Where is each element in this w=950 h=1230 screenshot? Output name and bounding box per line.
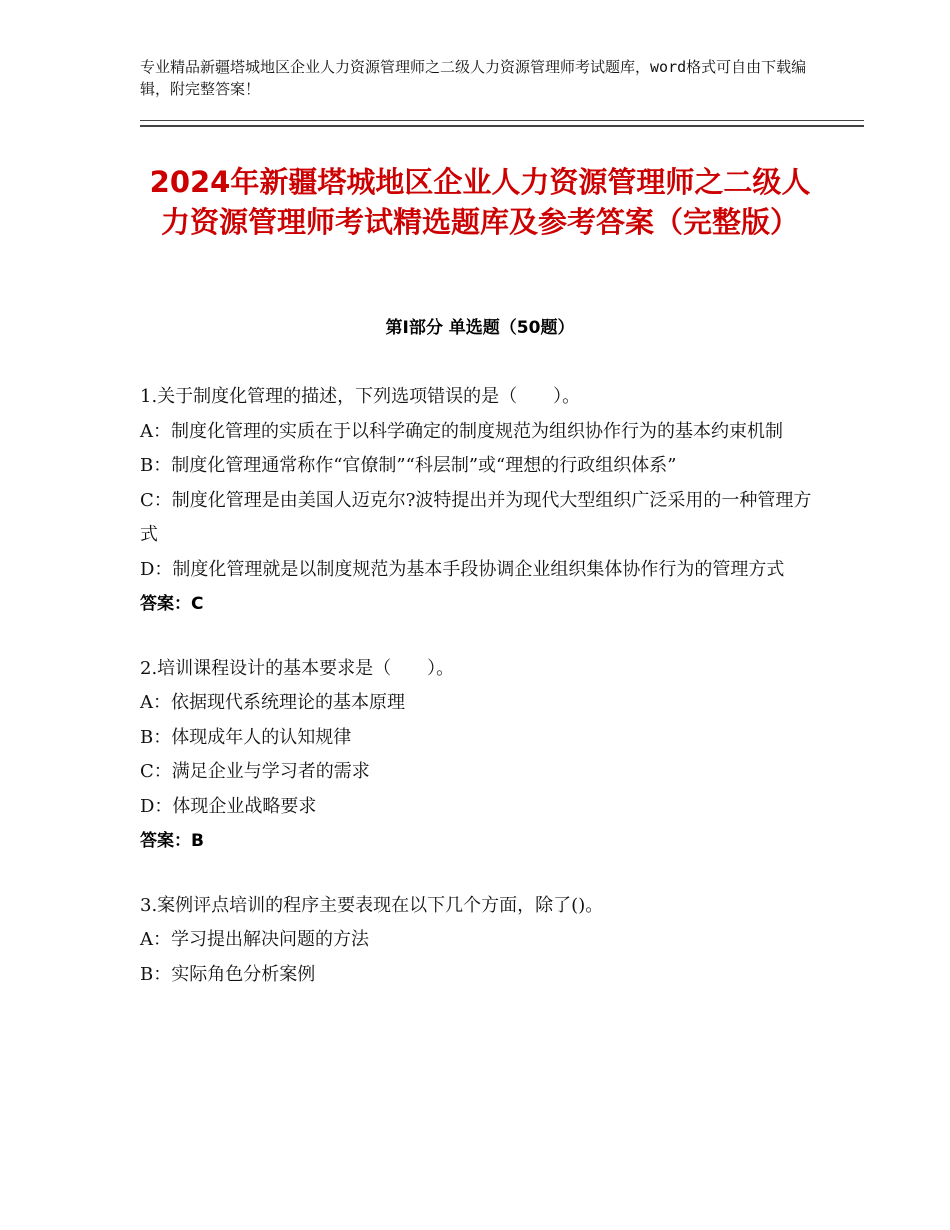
option-b: B：实际角色分析案例 <box>140 963 316 985</box>
question-stem: 2.培训课程设计的基本要求是（ ）。 <box>140 657 455 679</box>
document-title: 2024年新疆塔城地区企业人力资源管理师之二级人力资源管理师考试精选题库及参考答案（完整版） <box>149 165 811 239</box>
option-b: B：体现成年人的认知规律 <box>140 726 352 748</box>
option-a: A：制度化管理的实质在于以科学确定的制度规范为组织协作行为的基本约束机制 <box>140 420 783 442</box>
answer-label: 答案：C <box>140 594 204 614</box>
question-3 <box>140 889 820 993</box>
question-2 <box>140 652 820 859</box>
question-list <box>140 380 820 1022</box>
option-c: C：满足企业与学习者的需求 <box>140 761 370 782</box>
answer-label: 答案：B <box>140 831 204 851</box>
section-title: 第Ⅰ部分 单选题（50题） <box>385 318 575 338</box>
header-note: 专业精品新疆塔城地区企业人力资源管理师之二级人力资源管理师考试题库，word格式可自由下载编辑，附完整答案！ <box>140 58 807 98</box>
option-c: C：制度化管理是由美国人迈克尔?波特提出并为现代大型组织广泛采用的一种管理方式 <box>140 489 812 545</box>
option-a: A：学习提出解决问题的方法 <box>140 929 369 950</box>
option-a: A：依据现代系统理论的基本原理 <box>140 692 405 713</box>
question-stem: 1.关于制度化管理的描述，下列选项错误的是（ ）。 <box>140 386 581 407</box>
question-stem: 3.案例评点培训的程序主要表现在以下几个方面，除了()。 <box>140 894 604 916</box>
option-d: D：体现企业战略要求 <box>140 795 317 817</box>
header-divider-thin <box>140 120 864 121</box>
header-divider-thick <box>140 125 864 127</box>
option-b: B：制度化管理通常称作“官僚制”“科层制”或“理想的行政组织体系” <box>140 455 677 476</box>
question-1 <box>140 380 820 622</box>
option-d: D：制度化管理就是以制度规范为基本手段协调企业组织集体协作行为的管理方式 <box>140 558 785 580</box>
